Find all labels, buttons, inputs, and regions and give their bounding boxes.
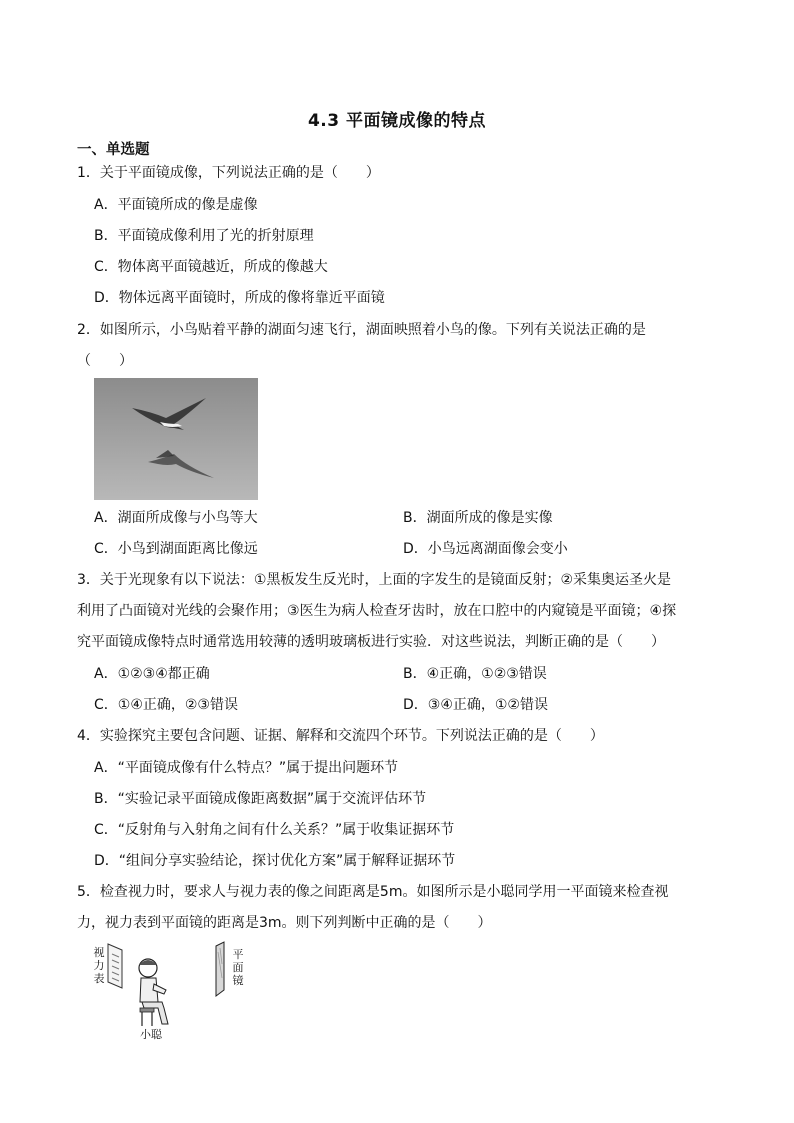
question-4-option-a[interactable]: A．“平面镜成像有什么特点？”属于提出问题环节 [94, 760, 399, 776]
question-3-stem-cont-2: 究平面镜成像特点时通常选用较薄的透明玻璃板进行实验．对这些说法，判断正确的是（ ） [77, 634, 665, 650]
question-3-option-d[interactable]: D．③④正确，①②错误 [403, 697, 548, 713]
question-1-option-b[interactable]: B．平面镜成像利用了光的折射原理 [94, 228, 314, 244]
question-2-stem: 2．如图所示，小鸟贴着平静的湖面匀速飞行，湖面映照着小鸟的像。下列有关说法正确的是 [77, 322, 646, 338]
section-heading: 一、单选题 [77, 142, 150, 158]
page-title: 4.3 平面镜成像的特点 [307, 111, 487, 131]
person-label: 小聪 [140, 1028, 162, 1041]
question-2-option-d[interactable]: D．小鸟远离湖面像会变小 [403, 541, 568, 557]
question-2-stem-cont: （ ） [77, 353, 133, 369]
question-1-stem: 1．关于平面镜成像，下列说法正确的是（ ） [77, 165, 380, 181]
question-3-stem: 3．关于光现象有以下说法：①黑板发生反光时，上面的字发生的是镜面反射；②采集奥运圣火是 [77, 572, 672, 588]
question-2-option-b[interactable]: B．湖面所成的像是实像 [403, 510, 553, 526]
question-3-option-a[interactable]: A．①②③④都正确 [94, 666, 210, 682]
question-4-option-b[interactable]: B．“实验记录平面镜成像距离数据”属于交流评估环节 [94, 791, 427, 807]
mirror-label-3: 镜 [232, 974, 244, 987]
question-2-option-a[interactable]: A．湖面所成像与小鸟等大 [94, 510, 258, 526]
mirror-label-1: 平 [232, 948, 244, 961]
question-4-option-c[interactable]: C．“反射角与入射角之间有什么关系？”属于收集证据环节 [94, 822, 455, 838]
question-4-stem: 4．实验探究主要包含问题、证据、解释和交流四个环节。下列说法正确的是（ ） [77, 728, 604, 744]
mirror-label-2: 面 [232, 961, 244, 974]
eye-chart-label-3: 表 [93, 972, 105, 985]
question-2-option-c[interactable]: C．小鸟到湖面距离比像远 [94, 541, 258, 557]
question-3-option-c[interactable]: C．①④正确，②③错误 [94, 697, 238, 713]
question-4-option-d[interactable]: D．“组间分享实验结论，探讨优化方案”属于解释证据环节 [94, 853, 456, 869]
question-1-option-d[interactable]: D．物体远离平面镜时，所成的像将靠近平面镜 [94, 290, 385, 306]
question-1-option-c[interactable]: C．物体离平面镜越近，所成的像越大 [94, 259, 328, 275]
bird-reflection-photo [94, 378, 258, 500]
question-3-stem-cont-1: 利用了凸面镜对光线的会聚作用；③医生为病人检查牙齿时，放在口腔中的内窥镜是平面镜；④探 [77, 603, 677, 619]
plane-mirror [216, 942, 224, 996]
question-5-stem-cont: 力，视力表到平面镜的距离是3m。则下列判断中正确的是（ ） [77, 915, 492, 931]
eye-chart-label-1: 视 [93, 946, 105, 959]
eye-chart-label-2: 力 [93, 959, 105, 972]
eye-test-drawing [86, 938, 256, 1048]
person-xiaocong [139, 959, 168, 1026]
bird-over-lake-image [94, 378, 258, 500]
eye-test-figure [86, 938, 256, 1048]
question-5-stem: 5．检查视力时，要求人与视力表的像之间距离是5m。如图所示是小聪同学用一平面镜来检查视 [77, 884, 669, 900]
eye-chart-board [108, 944, 122, 988]
question-3-option-b[interactable]: B．④正确，①②③错误 [403, 666, 547, 682]
question-1-option-a[interactable]: A．平面镜所成的像是虚像 [94, 197, 258, 213]
